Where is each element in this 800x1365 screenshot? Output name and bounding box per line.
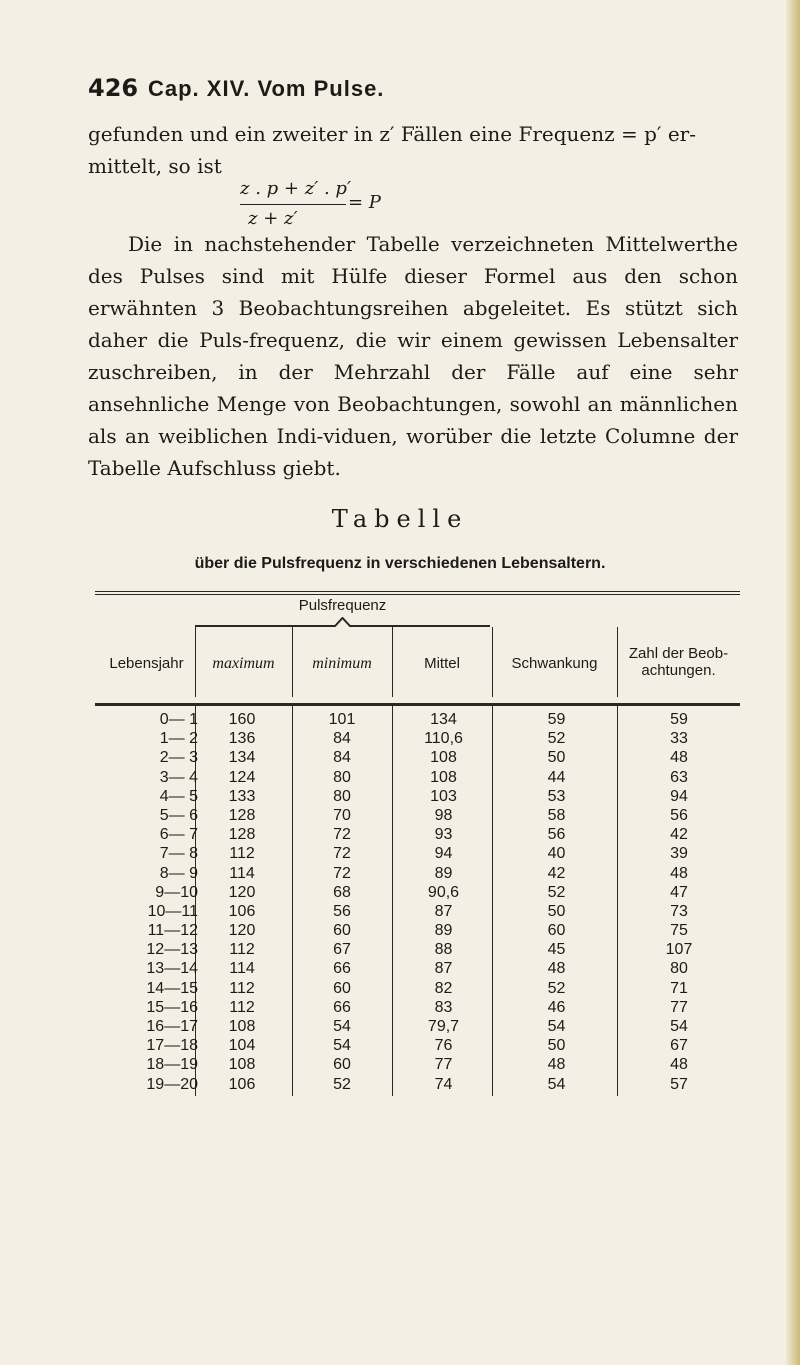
cell-maximum: 112 bbox=[229, 845, 255, 863]
cell-range: 56 bbox=[547, 826, 566, 844]
table-row bbox=[95, 826, 740, 845]
table-row bbox=[95, 941, 740, 960]
cell-minimum: 54 bbox=[333, 1037, 351, 1055]
header-schwankung: Schwankung bbox=[511, 655, 598, 672]
cell-minimum: 72 bbox=[333, 826, 351, 844]
cell-mean: 110,6 bbox=[424, 730, 463, 748]
cell-maximum: 128 bbox=[228, 806, 256, 824]
header-bottom-rule bbox=[95, 703, 740, 706]
cell-minimum: 84 bbox=[333, 749, 351, 767]
header-count bbox=[617, 645, 740, 679]
cell-maximum: 134 bbox=[228, 749, 256, 767]
cell-age: 17—18 bbox=[146, 1037, 198, 1055]
cell-count: 80 bbox=[670, 960, 688, 978]
table-row bbox=[95, 960, 740, 979]
cell-minimum: 68 bbox=[333, 883, 351, 901]
paragraph-body: Die in nachstehender Tabelle verzeichneten Mittelwerthe des Pulses sind mit Hülfe dieser Formel aus den schon erwähnten 3 Beobachtungsreihen abgeleitet. Es stützt sich daher die Puls-frequenz, die wir einem gewissen Lebensalter zuschreiben, in der Mehrzahl der Fälle auf eine sehr ansehnliche Menge von Beobachtungen, sowohl an männlichen als an weiblichen Indi-viduen, worüber die letzte Columne der Tabelle Aufschluss giebt. bbox=[88, 232, 738, 480]
header-divider bbox=[392, 627, 393, 697]
cell-maximum: 112 bbox=[229, 998, 255, 1016]
cell-maximum: 120 bbox=[228, 883, 256, 901]
formula-denominator: z + z′ bbox=[248, 208, 298, 229]
cell-minimum: 80 bbox=[333, 768, 351, 786]
cell-range: 50 bbox=[547, 749, 566, 767]
chapter-title: Cap. XIV. Vom Pulse. bbox=[148, 76, 385, 101]
cell-mean: 83 bbox=[434, 998, 453, 1016]
cell-range: 58 bbox=[547, 806, 566, 824]
cell-maximum: 112 bbox=[229, 979, 255, 997]
header-divider bbox=[492, 627, 493, 697]
header-maximum: maximum bbox=[212, 655, 275, 672]
cell-range: 54 bbox=[547, 1018, 566, 1035]
running-header bbox=[88, 74, 384, 102]
cell-maximum: 124 bbox=[228, 768, 256, 786]
cell-maximum: 160 bbox=[228, 711, 256, 728]
header-divider bbox=[195, 627, 196, 697]
cell-range: 50 bbox=[547, 1037, 566, 1055]
cell-count: 107 bbox=[665, 941, 693, 959]
cell-range: 60 bbox=[547, 922, 566, 940]
table-row bbox=[95, 922, 740, 941]
table-row bbox=[95, 769, 740, 788]
cell-mean: 98 bbox=[434, 806, 453, 824]
cell-age: 3— 4 bbox=[159, 768, 198, 786]
cell-maximum: 106 bbox=[228, 1075, 256, 1093]
cell-range: 42 bbox=[547, 864, 566, 882]
cell-mean: 90,6 bbox=[427, 883, 460, 901]
cell-age: 10—11 bbox=[147, 902, 198, 920]
cell-minimum: 72 bbox=[333, 845, 351, 863]
cell-minimum: 60 bbox=[333, 922, 351, 940]
table-row bbox=[95, 730, 740, 749]
cell-minimum: 70 bbox=[333, 806, 351, 824]
cell-count: 67 bbox=[670, 1037, 688, 1055]
cell-mean: 134 bbox=[430, 711, 457, 728]
table-top-rule bbox=[95, 591, 740, 592]
cell-range: 52 bbox=[547, 883, 566, 901]
cell-maximum: 120 bbox=[228, 922, 256, 940]
cell-age: 2— 3 bbox=[159, 749, 198, 767]
table-row bbox=[95, 865, 740, 884]
cell-minimum: 52 bbox=[333, 1075, 351, 1093]
cell-maximum: 108 bbox=[228, 1056, 256, 1074]
cell-range: 59 bbox=[547, 711, 566, 728]
cell-age: 5— 6 bbox=[159, 806, 198, 824]
cell-maximum: 128 bbox=[228, 826, 256, 844]
cell-mean: 103 bbox=[430, 787, 457, 805]
cell-range: 54 bbox=[547, 1075, 566, 1093]
cell-range: 40 bbox=[547, 845, 566, 863]
cell-mean: 77 bbox=[434, 1056, 453, 1074]
header-divider bbox=[292, 627, 293, 697]
cell-maximum: 104 bbox=[228, 1037, 256, 1055]
cell-mean: 88 bbox=[434, 941, 453, 959]
cell-minimum: 54 bbox=[333, 1018, 351, 1035]
cell-count: 75 bbox=[670, 922, 688, 940]
cell-mean: 74 bbox=[434, 1075, 453, 1093]
table-row bbox=[95, 1076, 740, 1095]
cell-count: 42 bbox=[670, 826, 688, 844]
cell-range: 50 bbox=[547, 902, 566, 920]
cell-age: 13—14 bbox=[146, 960, 198, 978]
cell-minimum: 80 bbox=[333, 787, 351, 805]
table-row bbox=[95, 1037, 740, 1056]
cell-mean: 79,7 bbox=[427, 1018, 460, 1035]
cell-count: 59 bbox=[670, 711, 688, 728]
table-row bbox=[95, 711, 740, 730]
cell-mean: 108 bbox=[430, 768, 457, 786]
cell-age: 15—16 bbox=[146, 998, 198, 1016]
table-row bbox=[95, 999, 740, 1018]
cell-count: 54 bbox=[670, 1018, 688, 1035]
header-lebensjahr: Lebensjahr bbox=[109, 655, 184, 672]
header-count-line1: Zahl der Beob- bbox=[628, 645, 729, 662]
page-edge bbox=[786, 0, 800, 1365]
cell-range: 48 bbox=[547, 960, 566, 978]
cell-mean: 76 bbox=[434, 1037, 453, 1055]
cell-age: 6— 7 bbox=[159, 826, 198, 844]
cell-age: 16—17 bbox=[146, 1018, 198, 1035]
cell-maximum: 106 bbox=[228, 902, 256, 920]
cell-age: 8— 9 bbox=[159, 864, 198, 882]
table-row bbox=[95, 884, 740, 903]
cell-count: 63 bbox=[670, 768, 688, 786]
cell-minimum: 66 bbox=[333, 998, 351, 1016]
table-subtitle: über die Pulsfrequenz in verschiedenen Lebensaltern. bbox=[194, 555, 606, 572]
cell-count: 33 bbox=[670, 730, 688, 748]
cell-minimum: 101 bbox=[328, 711, 356, 728]
page-number: 426 bbox=[88, 74, 139, 102]
header-mittel: Mittel bbox=[424, 655, 460, 672]
cell-minimum: 60 bbox=[333, 979, 351, 997]
cell-maximum: 108 bbox=[228, 1018, 256, 1035]
cell-maximum: 114 bbox=[229, 864, 255, 882]
cell-mean: 87 bbox=[434, 902, 453, 920]
cell-count: 39 bbox=[670, 845, 688, 863]
cell-age: 9—10 bbox=[155, 883, 198, 901]
table-row bbox=[95, 1018, 740, 1037]
fraction-bar bbox=[240, 204, 346, 205]
cell-count: 71 bbox=[670, 979, 688, 997]
cell-age: 14—15 bbox=[146, 979, 198, 997]
cell-count: 57 bbox=[670, 1075, 688, 1093]
table-row bbox=[95, 845, 740, 864]
cell-count: 73 bbox=[670, 902, 688, 920]
group-header-pulsfrequenz: Pulsfrequenz bbox=[298, 597, 387, 614]
cell-count: 94 bbox=[670, 787, 688, 805]
table-row bbox=[95, 1056, 740, 1075]
cell-minimum: 60 bbox=[333, 1056, 351, 1074]
cell-range: 46 bbox=[547, 998, 566, 1016]
table-row bbox=[95, 903, 740, 922]
paragraph-intro: gefunden und ein zweiter in z′ Fällen eine Frequenz = p′ er-mittelt, so ist bbox=[88, 122, 696, 178]
cell-age: 19—20 bbox=[146, 1075, 198, 1093]
formula-result: = P bbox=[348, 192, 381, 213]
cell-mean: 87 bbox=[434, 960, 453, 978]
cell-maximum: 136 bbox=[228, 730, 256, 748]
table-top-rule-2 bbox=[95, 594, 740, 595]
table-body bbox=[95, 711, 740, 1095]
cell-age: 18—19 bbox=[146, 1056, 198, 1074]
table-title: Tabelle bbox=[331, 505, 469, 533]
cell-age: 1— 2 bbox=[159, 730, 198, 748]
header-minimum: minimum bbox=[312, 655, 372, 672]
cell-age: 7— 8 bbox=[159, 845, 198, 863]
table-row bbox=[95, 749, 740, 768]
cell-maximum: 114 bbox=[229, 960, 255, 978]
cell-range: 45 bbox=[547, 941, 566, 959]
cell-minimum: 84 bbox=[333, 730, 351, 748]
cell-minimum: 56 bbox=[333, 902, 351, 920]
formula-numerator: z . p + z′ . p′ bbox=[240, 178, 352, 199]
cell-mean: 94 bbox=[434, 845, 453, 863]
cell-maximum: 133 bbox=[228, 787, 256, 805]
header-count-line2: achtungen. bbox=[641, 662, 716, 679]
table-row bbox=[95, 980, 740, 999]
cell-age: 4— 5 bbox=[159, 787, 198, 805]
cell-range: 48 bbox=[547, 1056, 566, 1074]
cell-mean: 108 bbox=[430, 749, 457, 767]
cell-age: 11—12 bbox=[147, 922, 198, 940]
table-row bbox=[95, 807, 740, 826]
header-divider bbox=[617, 627, 618, 697]
cell-age: 0— 1 bbox=[159, 711, 198, 728]
cell-count: 77 bbox=[670, 998, 688, 1016]
cell-minimum: 67 bbox=[333, 941, 351, 959]
table-row bbox=[95, 788, 740, 807]
cell-age: 12—13 bbox=[146, 941, 198, 959]
cell-count: 56 bbox=[670, 806, 688, 824]
cell-range: 52 bbox=[547, 730, 566, 748]
cell-range: 53 bbox=[547, 787, 566, 805]
cell-minimum: 66 bbox=[333, 960, 351, 978]
cell-mean: 93 bbox=[434, 826, 453, 844]
cell-mean: 89 bbox=[434, 922, 453, 940]
cell-count: 47 bbox=[670, 883, 688, 901]
cell-count: 48 bbox=[670, 1056, 688, 1074]
cell-maximum: 112 bbox=[229, 941, 255, 959]
cell-count: 48 bbox=[670, 749, 688, 767]
cell-range: 44 bbox=[547, 768, 566, 786]
cell-mean: 89 bbox=[434, 864, 453, 882]
cell-minimum: 72 bbox=[333, 864, 351, 882]
cell-range: 52 bbox=[547, 979, 566, 997]
cell-count: 48 bbox=[670, 864, 688, 882]
group-brace bbox=[195, 617, 490, 627]
cell-mean: 82 bbox=[434, 979, 453, 997]
